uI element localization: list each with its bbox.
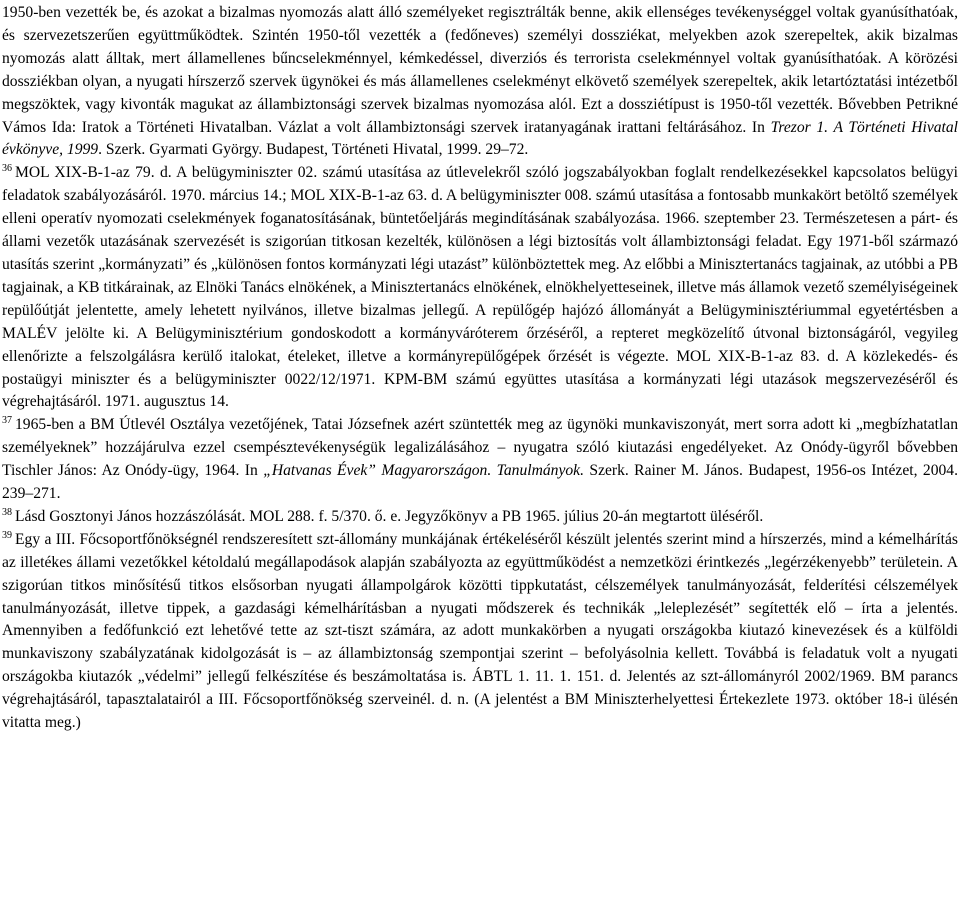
footnote-37: [2, 414, 958, 506]
footnote-39: [2, 529, 958, 735]
footnote-continuation: [2, 2, 958, 162]
footnote-number: 36: [2, 163, 12, 175]
footnote-number: 39: [2, 529, 12, 541]
footnote-36: [2, 162, 958, 414]
footnote-number: 38: [2, 506, 12, 518]
footnote-text: MOL XIX-B-1-az 79. d. A belügyminiszter 02. számú utasítása az útlevelekről szóló jogszabályokban foglalt rendelkezésekkel kapcsolatos belügyi feladatok szabályozásáról. 1970. március 14.; MOL XIX-B-1-az 63. d. A belügyminiszter 008. számú utasítása a fontosabb munkakört betöltő személyek elleni operatív nyomozati cselekmények foganatosításának, büntetőeljárás megindításának szabályozása. 1966. szeptember 23. Természetesen a párt- és állami vezetők utazásának szervezését is szigorúan titkosan kezelték, különösen a légi biztosítás volt állambiztonsági feladat. Egy 1971-ből származó utasítás szerint „kormányzati” és „különösen fontos kormányzati légi utazást” különböztettek meg. Az előbbi a Minisztertanács tagjainak, az utóbbi a PB tagjainak, a KB titkárainak, az Elnöki Tanács elnökének, a Minisztertanács elnökének, elnökhelyetteseinek, illetve más államok vezető személyiségeinek repülőútját jelentette, amely lehetett nyilvános, illetve bizalmas jellegű. A repülőgép hajózó állományát a Belügyminisztériummal egyetértésben a MALÉV jelölte ki. A Belügyminisztérium gondoskodott a kormányváróterem őrzéséről, a repteret megközelítő útvonal biztonságáról, vegyileg ellenőrizte a felszolgálásra kerülő italokat, ételeket, illetve a kormányrepülőgépek őrzését is végezte. MOL XIX-B-1-az 83. d. A közlekedés- és postaügyi miniszter és a belügyminiszter 0022/12/1971. KPM-BM számú együttes utasítása a kormányzati légi utazások megszervezéséről és végrehajtásáról. 1971. augusztus 14.: [2, 164, 958, 411]
footnote-38: [2, 506, 958, 529]
footnote-text: 1965-ben a BM Útlevél Osztálya vezetőjének, Tatai Józsefnek azért szüntették meg az ügynöki munkaviszonyát, mert sorra adott ki „megbízhatatlan személyeknek” hozzájárulva ezzel csempésztevékenységük legalizálásához – nyugatra szóló kiutazási engedélyeket. Az Onódy-ügyről bővebben Tischler János: Az Onódy-ügy, 1964. In: [2, 416, 958, 480]
footnote-text: Egy a III. Főcsoportfőnökségnél rendszeresített szt-állomány munkájának értékeléséről készült jelentés szerint mind a hírszerzés, mind a kémelhárítás az illetékes állami vezetőkkel kétoldalú megállapodások alapján szabályozta az együttműködést a nemzetközi érintkezés „legérzékenyebb” területein. A szigorúan titkos minősítésű titkos elsősorban nyugati állampolgárok közötti tippkutatást, célszemélyek tanulmányozását, felderítési célszemélyek tanulmányozását, illetve tippek, a gazdasági kémelhárításban a nyugati mődszerek és technikák „leleplezését” segítették elő – írta a jelentés. Amennyiben a fedőfunkció ezt lehetővé tette az szt-tiszt számára, az adott munkakörben a nyugati országokba kiutazó kinevezések és a külföldi munkaviszony szabályzatának kidolgozását is – az állambiztonság szempontjai szerint – befolyásolnia kellett. Továbbá is feladatuk volt a nyugati országokba kiutazók „védelmi” jellegű felkészítése és beszámoltatása is. ÁBTL 1. 11. 1. 151. d. Jelentés az szt-állományról 2002/1969. BM parancs végrehajtásáról, tapasztalatairól a III. Főcsoportfőnökség szerveinél. d. n. (A jelentést a BM Miniszterhelyettesi Értekezlete 1973. október 18-i ülésén vitatta meg.): [2, 530, 958, 732]
footnote-italic-title: „Hatvanas Évek” Magyarországon. Tanulmányok.: [263, 462, 584, 480]
continuation-tail: . Szerk. Gyarmati György. Budapest, Történeti Hivatal, 1999. 29–72.: [98, 141, 529, 159]
footnote-number: 37: [2, 415, 12, 427]
footnote-text: Lásd Gosztonyi János hozzászólását. MOL 288. f. 5/370. ő. e. Jegyzőkönyv a PB 1965. július 20-án megtartott üléséről.: [15, 507, 764, 525]
continuation-italic-title: Trezor 1. A Történeti Hivatal évkönyve, 1999: [2, 118, 959, 159]
document-page: [2, 2, 958, 735]
footnote-tail: Szerk. Rainer M. János. Budapest, 1956-os Intézet, 2004. 239–271.: [2, 462, 958, 503]
continuation-text: 1950-ben vezették be, és azokat a bizalmas nyomozás alatt álló személyeket regisztrálták benne, akik ellenséges tevékenységgel voltak gyanúsíthatóak, és szervezetszerűen együttműködtek. Szintén 1950-től vezették a (fedőneves) személyi dossziékat, melyekben azok szerepeltek, akik bizalmas nyomozás alatt álltak, mert államellenes bűncselekménnyel, kémkedéssel, diverziós és terrorista cselekménnyel voltak gyanúsíthatóak. A körözési dossziékban olyan, a nyugati hírszerző szervek ügynökei és más államellenes cselekményt elkövető személyek szerepeltek, akik letartóztatási intézetből megszöktek, vagy kivonták magukat az állambiztonsági szervek bizalmas nyomozása alól. Ezt a dossziétípust is 1950-től vezették. Bővebben Petrikné Vámos Ida: Iratok a Történeti Hivatalban. Vázlat a volt állambiztonsági szervek iratanyagának irattani feltárásához. In: [2, 4, 958, 136]
